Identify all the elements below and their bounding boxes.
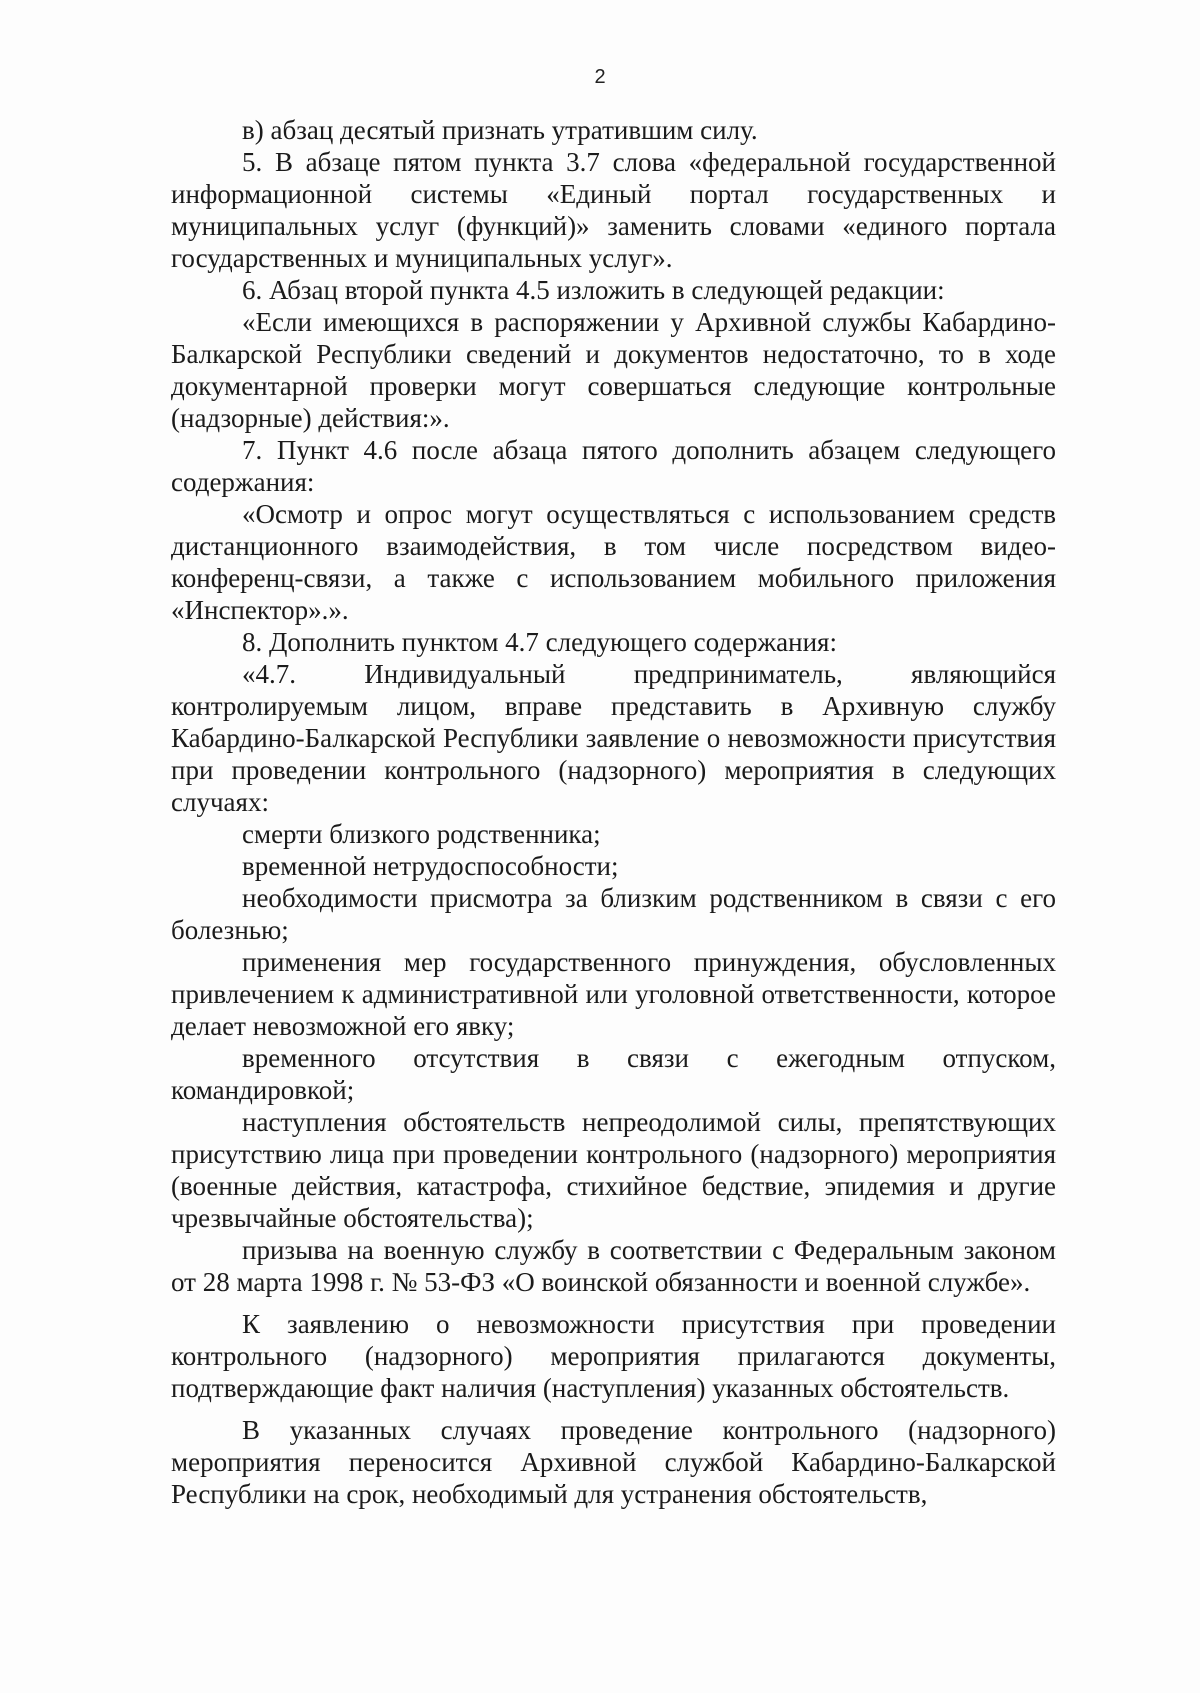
list-item-death: смерти близкого родственника; bbox=[242, 819, 601, 849]
list-item-military: призыва на военную службу в соответствии с Федеральным законом от 28 марта 1998 г. № 53-ФЗ «О воинской обязанности и военной службе». bbox=[171, 1235, 1056, 1297]
list-item-absence: временного отсутствия в связи с ежегодным отпуском, командировкой; bbox=[171, 1043, 1056, 1105]
page-number: 2 bbox=[594, 66, 606, 88]
paragraph-item-5: 5. В абзаце пятом пункта 3.7 слова «федеральной государственной информационной системы «Единый портал государственных и муниципальных услуг (функций)» заменить словами «единого портала государственных и муниципальных услуг». bbox=[171, 147, 1056, 273]
list-item-coercion: применения мер государственного принуждения, обусловленных привлечением к административной или уголовной ответственности, которое делает невозможной его явку; bbox=[171, 947, 1056, 1041]
list-item-disability: временной нетрудоспособности; bbox=[242, 851, 619, 881]
document-body bbox=[171, 114, 1056, 1510]
paragraph-item-6: 6. Абзац второй пункта 4.5 изложить в следующей редакции: bbox=[242, 275, 945, 305]
paragraph-item-4-7: «4.7. Индивидуальный предприниматель, являющийся контролируемым лицом, вправе представить в Архивную службу Кабардино-Балкарской Республики заявление о невозможности присутствия при проведении контрольного (надзорного) мероприятия в следующих случаях: bbox=[171, 659, 1056, 817]
paragraph-item-8: 8. Дополнить пунктом 4.7 следующего содержания: bbox=[242, 627, 837, 657]
paragraph-clause-v: в) абзац десятый признать утратившим силу. bbox=[242, 115, 758, 145]
paragraph-postponement: В указанных случаях проведение контрольного (надзорного) мероприятия переносится Архивной службой Кабардино-Балкарской Республики на срок, необходимый для устранения обстоятельств, bbox=[171, 1415, 1056, 1509]
list-item-care: необходимости присмотра за близким родственником в связи с его болезнью; bbox=[171, 883, 1056, 945]
paragraph-item-7-text: «Осмотр и опрос могут осуществляться с использованием средств дистанционного взаимодействия, в том числе посредством видео-конференц-связи, а также с использованием мобильного приложения «Инспектор».». bbox=[171, 499, 1056, 625]
paragraph-item-6-text: «Если имеющихся в распоряжении у Архивной службы Кабардино-Балкарской Республики сведений и документов недостаточно, то в ходе документарной проверки могут совершаться следующие контрольные (надзорные) действия:». bbox=[171, 307, 1056, 433]
list-item-force-majeure: наступления обстоятельств непреодолимой силы, препятствующих присутствию лица при проведении контрольного (надзорного) мероприятия (военные действия, катастрофа, стихийное бедствие, эпидемия и другие чрезвычайные обстоятельства); bbox=[171, 1107, 1056, 1233]
paragraph-documents: К заявлению о невозможности присутствия при проведении контрольного (надзорного) мероприятия прилагаются документы, подтверждающие факт наличия (наступления) указанных обстоятельств. bbox=[171, 1309, 1056, 1403]
paragraph-item-7: 7. Пункт 4.6 после абзаца пятого дополнить абзацем следующего содержания: bbox=[171, 435, 1056, 497]
